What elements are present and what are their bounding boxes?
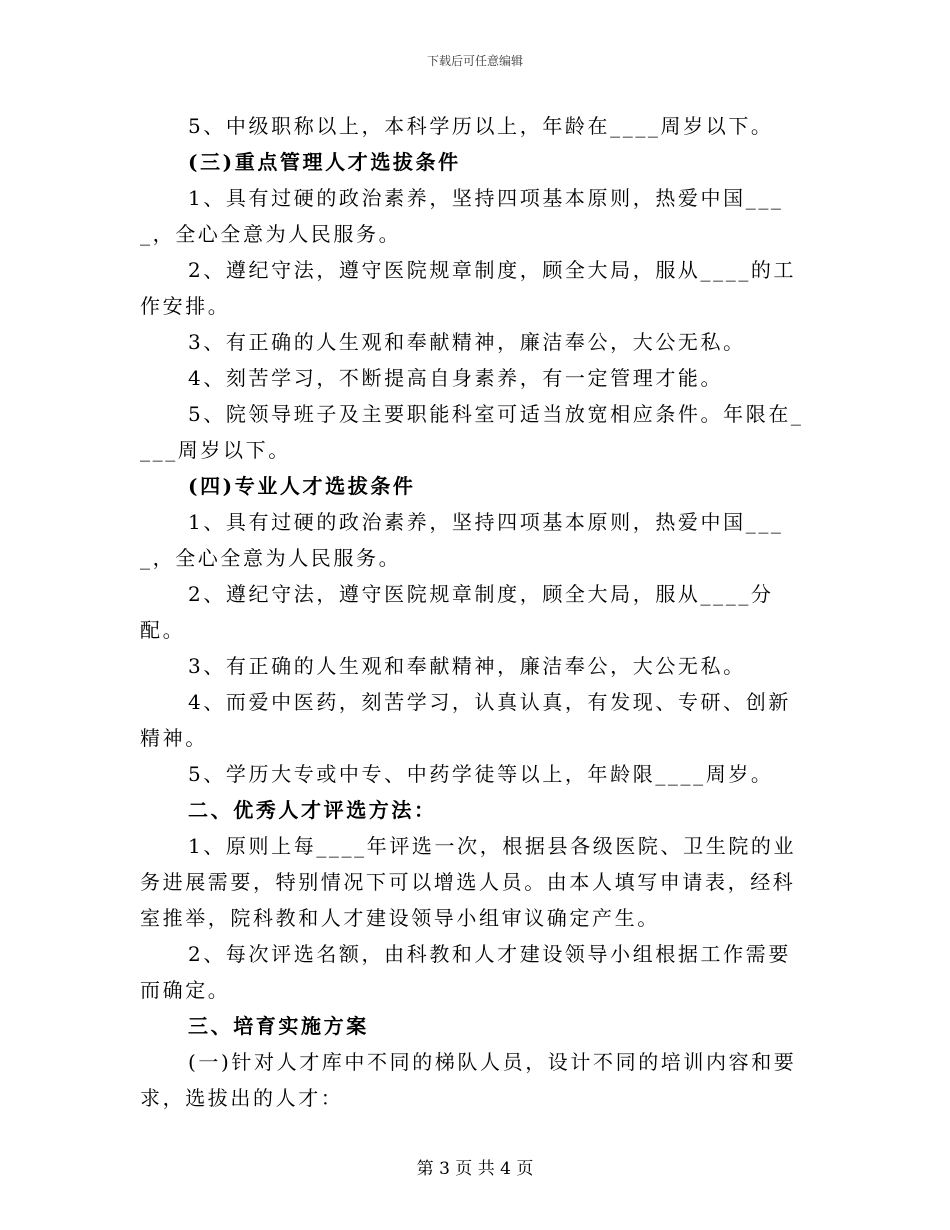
paragraph: 4、刻苦学习，不断提高自身素养，有一定管理才能。 xyxy=(188,366,724,390)
section-heading: (三)重点管理人才选拔条件 xyxy=(188,150,461,174)
paragraph: 2、遵纪守法，遵守医院规章制度，顾全大局，服从____的工作安排。 xyxy=(140,258,797,318)
section-heading: 三、培育实施方案 xyxy=(188,1014,369,1038)
paragraph: 3、有正确的人生观和奉献精神，廉洁奉公，大公无私。 xyxy=(188,330,746,354)
paragraph: 5、中级职称以上，本科学历以上，年龄在____周岁以下。 xyxy=(188,114,774,138)
paragraph: 5、学历大专或中专、中药学徒等以上，年龄限____周岁。 xyxy=(188,762,774,786)
paragraph: 2、每次评选名额，由科教和人才建设领导小组根据工作需要而确定。 xyxy=(140,942,791,1002)
paragraph: 3、有正确的人生观和奉献精神，廉洁奉公，大公无私。 xyxy=(188,654,746,678)
paragraph: 1、原则上每____年评选一次，根据县各级医院、卫生院的业务进展需要，特别情况下可以增选人员。由本人填写申请表，经科室推举，院科教和人才建设领导小组审议确定产生。 xyxy=(140,834,797,930)
paragraph: 5、院领导班子及主要职能科室可适当放宽相应条件。年限在____周岁以下。 xyxy=(140,402,804,462)
paragraph: 4、而爱中医药，刻苦学习，认真认真，有发现、专研、创新精神。 xyxy=(140,690,791,750)
paragraph: (一)针对人才库中不同的梯队人员，设计不同的培训内容和要求，选拔出的人才： xyxy=(140,1050,797,1110)
document-body xyxy=(140,108,810,1116)
section-heading: 二、优秀人才评选方法： xyxy=(188,798,437,822)
paragraph: 1、具有过硬的政治素养，坚持四项基本原则，热爱中国____，全心全意为人民服务。 xyxy=(140,186,784,246)
page-number: 第 3 页 共 4 页 xyxy=(416,1159,534,1179)
page-header-note: 下载后可任意编辑 xyxy=(426,54,523,68)
paragraph: 2、遵纪守法，遵守医院规章制度，顾全大局，服从____分配。 xyxy=(140,582,774,642)
section-heading: (四)专业人才选拔条件 xyxy=(188,474,416,498)
paragraph: 1、具有过硬的政治素养，坚持四项基本原则，热爱中国____，全心全意为人民服务。 xyxy=(140,510,784,570)
